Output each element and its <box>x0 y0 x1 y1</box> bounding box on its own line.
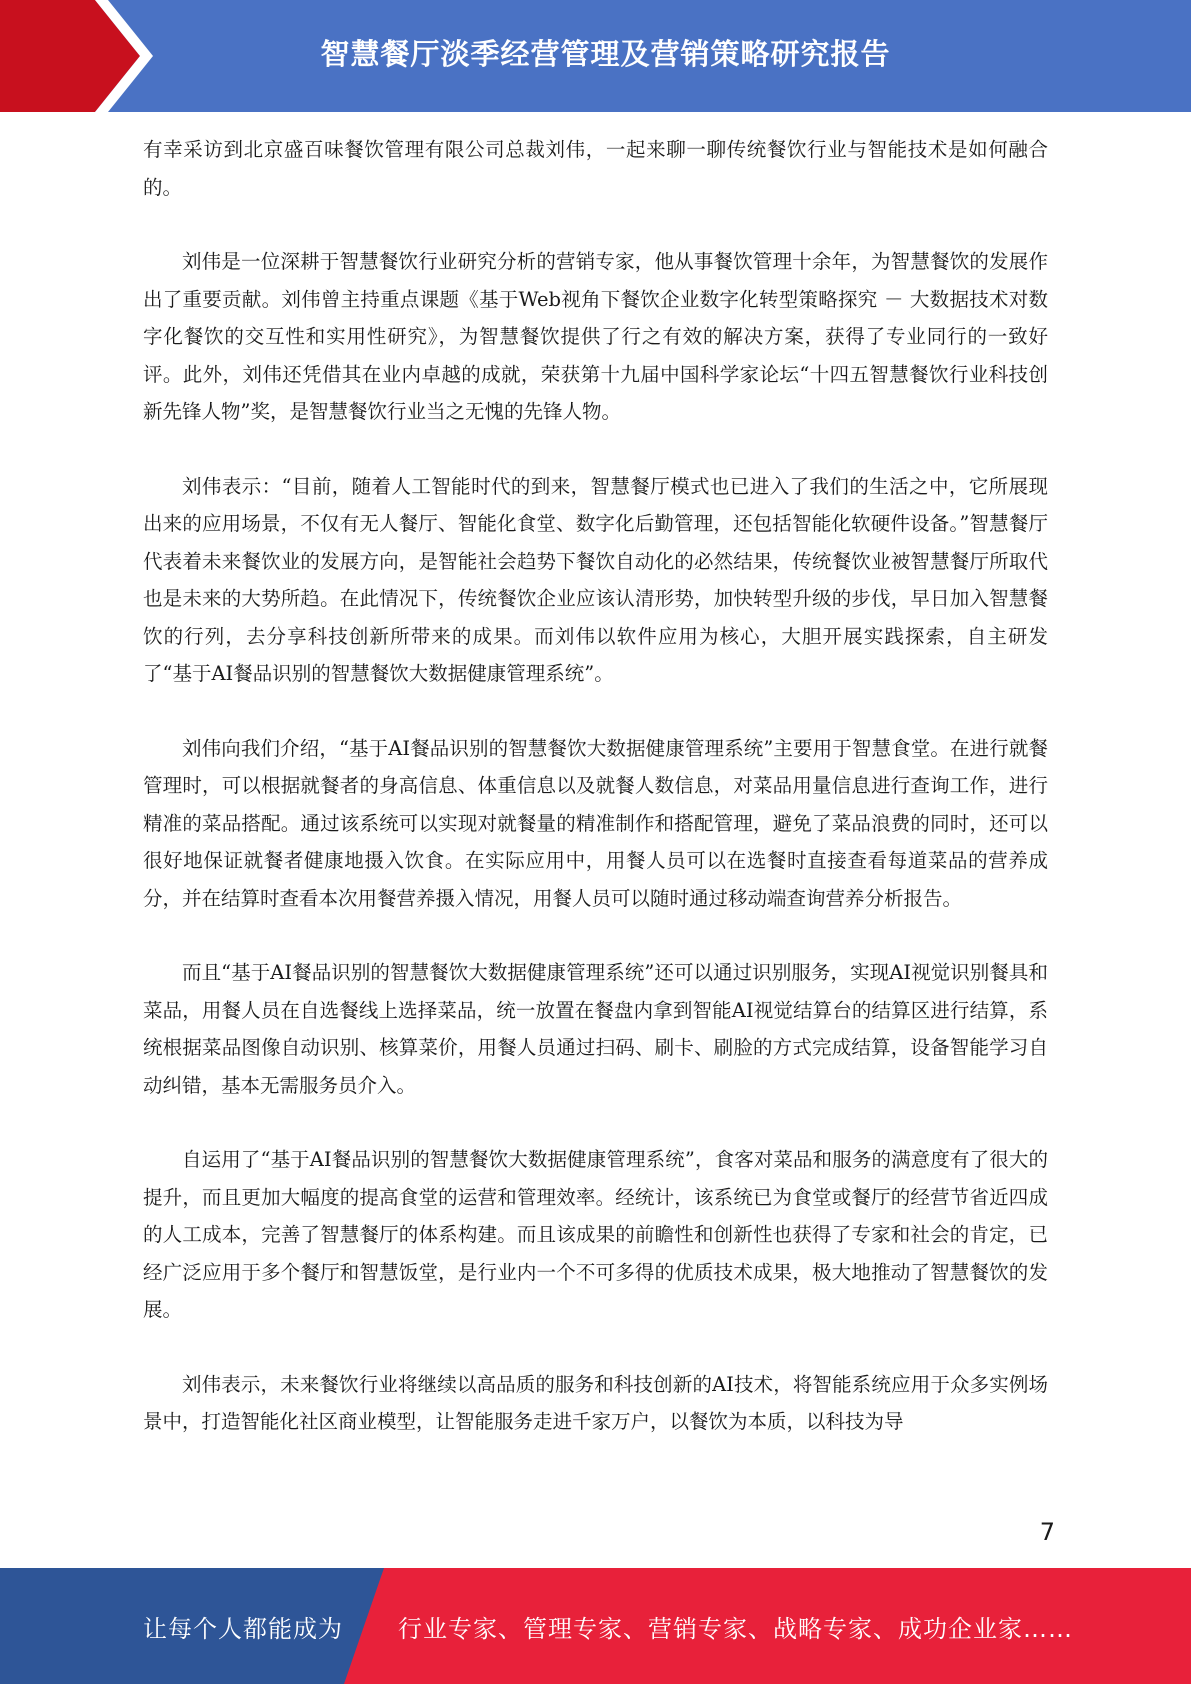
paragraph-future: 刘伟表示，未来餐饮行业将继续以高品质的服务和科技创新的AI技术，将智能系统应用于众多实例场景中，打造智能化社区商业模型，让智能服务走进千家万户，以餐饮为本质，以科技为导 <box>143 1372 1048 1433</box>
paragraph-intro: 有幸采访到北京盛百味餐饮管理有限公司总裁刘伟，一起来聊一聊传统餐饮行业与智能技术是如何融合的。 <box>143 138 1048 199</box>
paragraph-results: 自运用了“基于AI餐品识别的智慧餐饮大数据健康管理系统”，食客对菜品和服务的满意度有了很大的提升，而且更加大幅度的提高食堂的运营和管理效率。经统计，该系统已为食堂或餐厅的经营节省近四成的人工成本，完善了智慧餐厅的体系构建。而且该成果的前瞻性和创新性也获得了专家和社会的肯定，已经广泛应用于多个餐厅和智慧饭堂，是行业内一个不可多得的优质技术成果，极大地推动了智慧餐饮的发展。 <box>143 1148 1048 1321</box>
article-body <box>143 131 1048 1478</box>
paragraph-recognition: 而且“基于AI餐品识别的智慧餐饮大数据健康管理系统”还可以通过识别服务，实现AI视觉识别餐具和菜品，用餐人员在自选餐线上选择菜品，统一放置在餐盘内拿到智能AI视觉结算台的结算区进行结算，系统根据菜品图像自动识别、核算菜价，用餐人员通过扫码、刷卡、刷脸的方式完成结算，设备智能学习自动纠错，基本无需服务员介入。 <box>143 961 1048 1097</box>
page-header <box>0 0 1191 112</box>
page-number: 7 <box>1039 1518 1055 1546</box>
footer-slogan-left: 让每个人都能成为 <box>143 1614 343 1643</box>
paragraph-quote: 刘伟表示：“目前，随着人工智能时代的到来，智慧餐厅模式也已进入了我们的生活之中，它所展现出来的应用场景，不仅有无人餐厅、智能化食堂、数字化后勤管理，还包括智能化软硬件设备。”智慧餐厅代表着未来餐饮业的发展方向，是智能社会趋势下餐饮自动化的必然结果，传统餐饮业被智慧餐厅所取代也是未来的大势所趋。在此情况下，传统餐饮企业应该认清形势，加快转型升级的步伐，早日加入智慧餐饮的行列，去分享科技创新所带来的成果。而刘伟以软件应用为核心，大胆开展实践探索，自主研发了“基于AI餐品识别的智慧餐饮大数据健康管理系统”。 <box>143 474 1048 685</box>
footer-slogan-right: 行业专家、管理专家、营销专家、战略专家、成功企业家…… <box>398 1614 1073 1643</box>
page-footer <box>0 1568 1191 1684</box>
report-title: 智慧餐厅淡季经营管理及营销策略研究报告 <box>320 36 891 71</box>
paragraph-profile: 刘伟是一位深耕于智慧餐饮行业研究分析的营销专家，他从事餐饮管理十余年，为智慧餐饮的发展作出了重要贡献。刘伟曾主持重点课题《基于Web视角下餐饮企业数字化转型策略探究 － 大数据技术对数字化餐饮的交互性和实用性研究》，为智慧餐饮提供了行之有效的解决方案，获得了专业同行的一致好评。此外，刘伟还凭借其在业内卓越的成就，荣获第十九届中国科学家论坛“十四五智慧餐饮行业科技创新先锋人物”奖，是智慧餐饮行业当之无愧的先锋人物。 <box>143 250 1048 423</box>
paragraph-system-intro: 刘伟向我们介绍，“基于AI餐品识别的智慧餐饮大数据健康管理系统”主要用于智慧食堂。在进行就餐管理时，可以根据就餐者的身高信息、体重信息以及就餐人数信息，对菜品用量信息进行查询工作，进行精准的菜品搭配。通过该系统可以实现对就餐量的精准制作和搭配管理，避免了菜品浪费的同时，还可以很好地保证就餐者健康地摄入饮食。在实际应用中，用餐人员可以在选餐时直接查看每道菜品的营养成分，并在结算时查看本次用餐营养摄入情况，用餐人员可以随时通过移动端查询营养分析报告。 <box>143 736 1048 910</box>
header-ribbon-decoration <box>0 0 160 112</box>
